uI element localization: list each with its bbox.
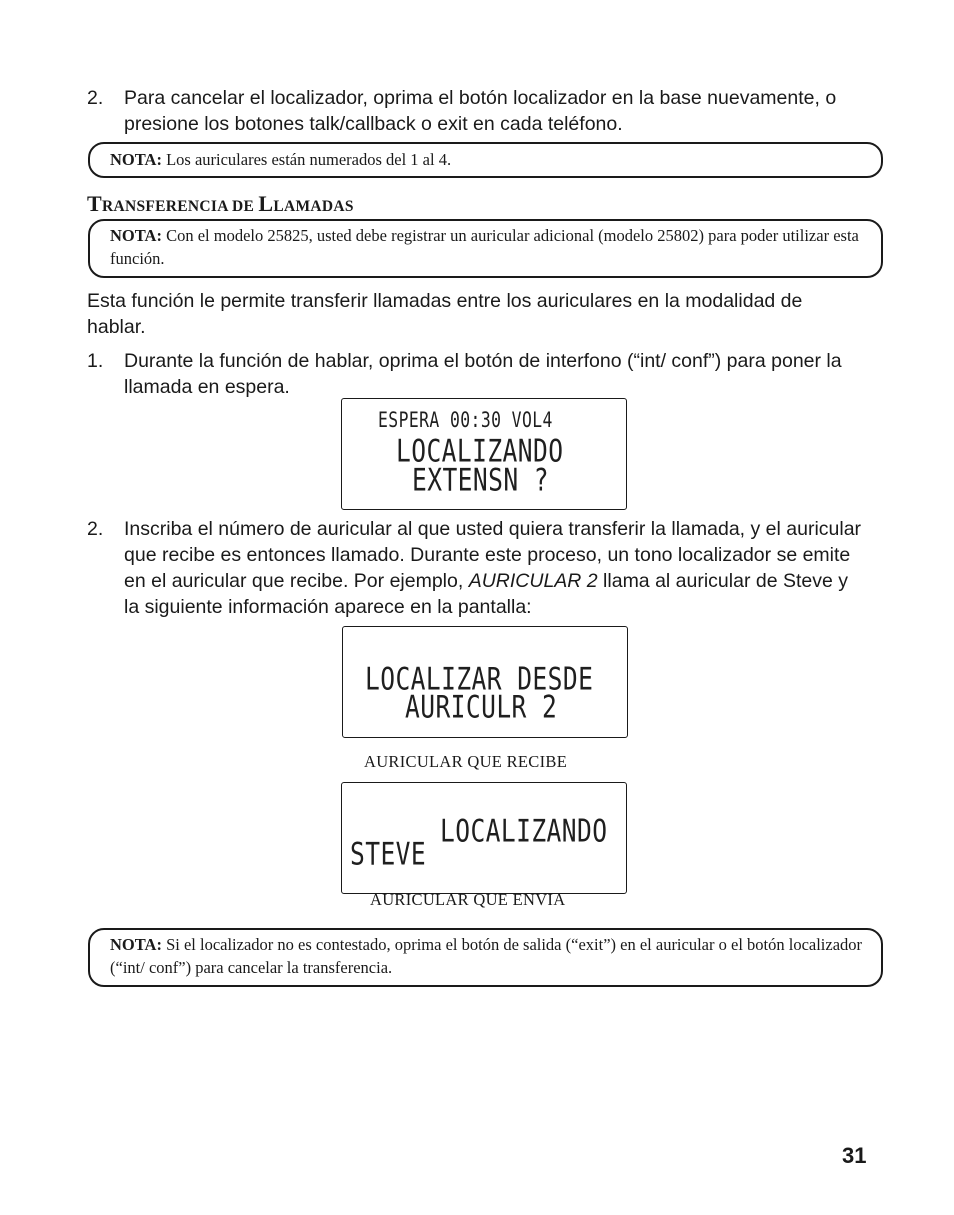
note-label: NOTA: — [110, 935, 162, 954]
note-box-numbering — [88, 142, 883, 178]
note-label: NOTA: — [110, 150, 162, 169]
lcd-line: LOCALIZAR DESDE — [365, 661, 594, 698]
step-2 — [87, 516, 867, 620]
step-text: Para cancelar el localizador, oprima el botón localizador en la base nuevamente, o presione los botones talk/callback o exit en cada teléfono. — [124, 87, 837, 135]
step-1 — [87, 348, 867, 400]
section-heading: TRANSFERENCIA DE LLAMADAS — [87, 191, 354, 216]
lcd-line: LOCALIZANDO — [396, 433, 564, 470]
caption-receiving: AURICULAR QUE RECIBE — [364, 752, 568, 771]
step-number: 2. — [87, 518, 104, 540]
lcd-line: LOCALIZANDO — [440, 813, 608, 850]
note-box-model — [88, 219, 883, 278]
note-box-no-answer — [88, 928, 883, 987]
lcd-line: AURICULR 2 — [405, 689, 558, 726]
step-text: Durante la función de hablar, oprima el botón de interfono (“int/ conf”) para poner la llamada en espera. — [124, 350, 842, 398]
lcd-line: STEVE — [350, 836, 427, 873]
step-text: Inscriba el número de auricular al que usted quiera transferir la llamada, y el auricular que recibe es entonces llamado. Durante este proceso, un tono localizador se emite en el auricular que recibe. Por ejemplo, AURICULAR 2 llama al auricular de Steve y la siguiente información aparece en la pantalla: — [124, 518, 862, 618]
lcd-line: EXTENSN ? — [412, 462, 549, 499]
note-text: Si el localizador no es contestado, oprima el botón de salida (“exit”) en el auricular o el botón localizador (“int/ conf”) para cancelar la transferencia. — [110, 935, 863, 977]
note-text: Los auriculares están numerados del 1 al 4. — [161, 150, 452, 169]
lcd-display-sending — [341, 782, 627, 894]
step-number: 1. — [87, 350, 104, 372]
step-number: 2. — [87, 87, 104, 109]
page-number: 31 — [842, 1143, 867, 1168]
lcd-display-hold — [341, 398, 627, 510]
lcd-display-receiving — [342, 626, 628, 738]
step-cancel — [87, 85, 867, 137]
note-text: Con el modelo 25825, usted debe registrar un auricular adicional (modelo 25802) para poder utilizar esta función. — [110, 226, 859, 268]
lcd-line: ESPERA 00:30 VOL4 — [378, 407, 553, 433]
intro-paragraph: Esta función le permite transferir llamadas entre los auriculares en la modalidad de hablar. — [87, 290, 803, 338]
caption-sending: AURICULAR QUE ENVIA — [370, 890, 566, 909]
note-label: NOTA: — [110, 226, 162, 245]
